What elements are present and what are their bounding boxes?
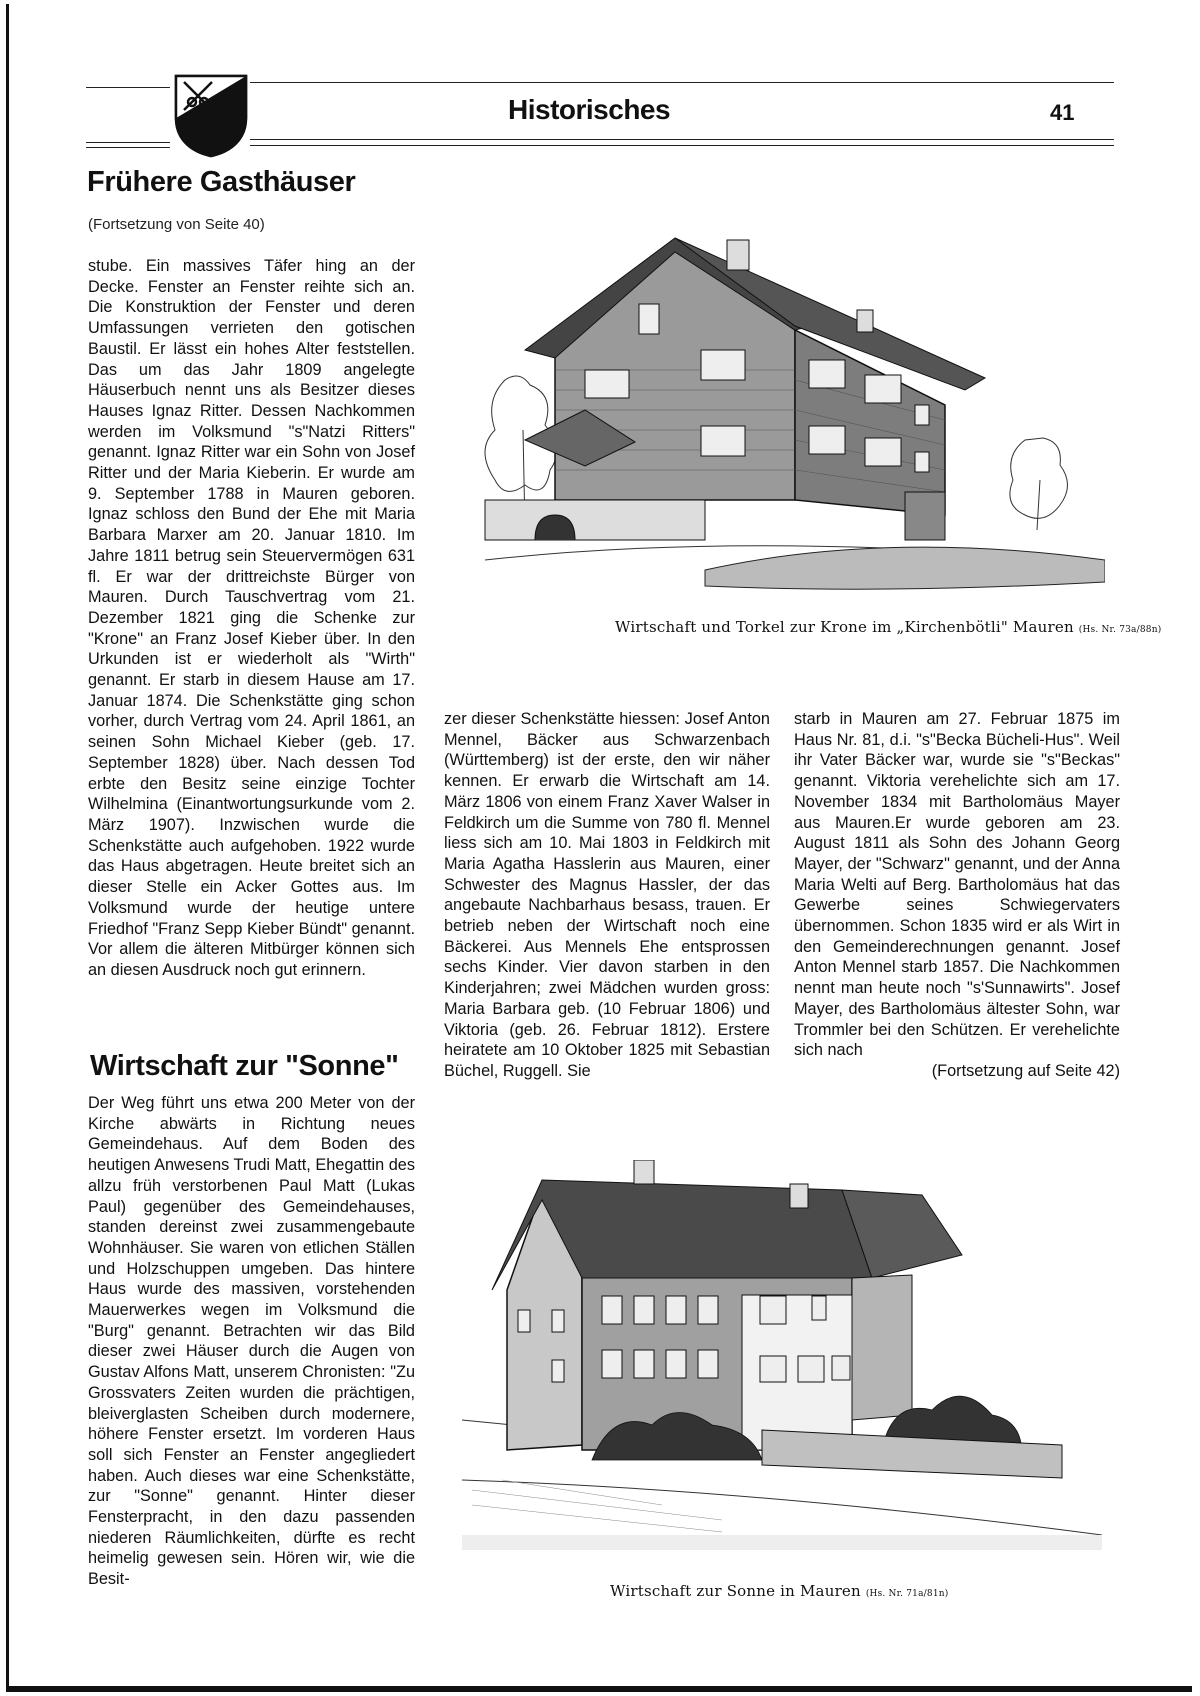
continued-from-note: (Fortsetzung von Seite 40) [88,216,265,233]
article-title-sonne: Wirtschaft zur "Sonne" [90,1050,399,1082]
article2-column-2 [444,709,770,1082]
illustration-sonne-house [462,1160,1102,1560]
continued-on-note: (Fortsetzung auf Seite 42) [931,1061,1120,1080]
header-rule-right-bottom-1 [250,139,1114,140]
caption-reference: (Hs. Nr. 73a/88n) [1078,625,1162,635]
header-rule-right-top [250,82,1114,83]
caption-reference: (Hs. Nr. 71a/81n) [865,1589,949,1599]
figure-caption-krone [615,618,1161,636]
article1-body [88,256,415,981]
section-title: Historisches [508,94,671,125]
header-rule-left-top [86,87,170,88]
caption-text: Wirtschaft und Torkel zur Krone im „Kirchenbötli" Mauren [615,618,1074,636]
header-rule-left-bottom-2 [86,147,170,148]
article2-column-3 [794,709,1120,1082]
article2-col2-text: zer dieser Schenkstätte hiessen: Josef Anton Mennel, Bäcker aus Schwarzenbach (Württemberg) ist der erste, den wir näher kennen. Er erwarb die Wirtschaft am 14. März 1806 von einem Franz Xaver Walser in Feldkirch um die Summe von 780 fl. Mennel liess sich am 10. Mai 1803 in Feldkirch mit Maria Agatha Hasslerin aus Mauren, einer Schwester des Magnus Hassler, der das angebaute Nachbarhaus besass, trauen. Er betrieb neben der Wirtschaft noch eine Bäckerei. Aus Mennels Ehe entsprossen sechs Kinder. Vier davon starben in den Kinderjahren; zwei Mädchen wurden gross: Maria Barbara geb. (10 Februar 1806) und Viktoria (geb. 26. Februar 1812). Erstere heiratete am 10 Oktober 1825 mit Sebastian Büchel, Ruggell. Sie [444,710,770,1080]
page-number: 41 [1050,100,1075,125]
header-rule-right-bottom-2 [250,145,1114,146]
article2-col1-text: Der Weg führt uns etwa 200 Meter von der Kirche abwärts in Richtung neues Gemeindehaus. Auf dem Boden des heutigen Anwesens Trudi Matt, Ehegattin des allzu früh verstorbenen Paul Matt (Lukas Paul) gegenüber des Gemeindehauses, standen dereinst zwei zusammengebaute Wohnhäuser. Sie waren von etlichen Ställen und Holzschuppen umgeben. Das hintere Haus wurde des massiven, vorstehenden Mauerwerkes wegen im Volksmund die "Burg" genannt. Betrachten wir das Bild dieser zwei Häuser durch die Augen von Gustav Alfons Matt, unserem Chronisten: "Zu Grossvaters Zeiten wurden die prächtigen, bleiverglasten Scheiben durch modernere, höhere Fenster ersetzt. Im vorderen Haus soll sich Fenster an Fenster angegliedert haben. Auch dieses war eine Schenkstätte, zur "Sonne" genannt. Hinter dieser Fensterpracht, in den dazu passenden niederen Räumlichkeiten, dürfte es recht heimelig gewesen sein. Hören wir, wie die Besit- [88,1094,415,1589]
article-title-gasthaeuser: Frühere Gasthäuser [87,166,356,198]
illustration-krone-house [465,230,1105,602]
article2-column-1 [88,1093,415,1590]
header-rule-left-bottom-1 [86,142,170,143]
figure-caption-sonne [610,1582,948,1600]
article1-paragraph: stube. Ein massives Täfer hing an der Decke. Fenster an Fenster reihte sich an. Die Konstruktion der Fenster und deren Umfassungen verrieten den gotischen Baustil. Er lässt ein hohes Alter feststellen. Das um das Jahr 1809 angelegte Häuserbuch nennt uns als Besitzer dieses Hauses Ignaz Ritter. Dessen Nachkommen werden im Volksmund "s"Natzi Ritters" genannt. Ignaz Ritter war ein Sohn von Josef Ritter und der Maria Kieberin. Er wurde am 9. September 1788 in Mauren geboren. Ignaz schloss den Bund der Ehe mit Maria Barbara Marxer am 20. Januar 1810. Im Jahre 1811 betrug sein Steuervermögen 631 fl. Er war der drittreichste Bürger von Mauren. Durch Tauschvertrag vom 21. Dezember 1821 ging die Schenke zur "Krone" an Franz Josef Kieber über. In den Urkunden ist er wiederholt als "Wirth" genannt. Er starb in diesem Hause am 17. Januar 1874. Die Schenkstätte ging schon vorher, durch Vertrag vom 24. April 1861, an seinen Sohn Michael Kieber (geb. 17. September 1828) über. Nach dessen Tod erbte den Besitz seine einzige Tochter Wilhelmina (Einantwortungsurkunde vom 2. März 1907). Inzwischen wurde die Schenkstätte auch aufgehoben. 1922 wurde das Haus abgetragen. Heute breitet sich an dieser Stelle ein Acker Gottes aus. Im Volksmund wurde der heutige untere Friedhof "Franz Sepp Kieber Bündt" genannt. Vor allem die älteren Mitbürger können sich an diesen Ausdruck noch gut erinnern. [88,257,415,979]
coat-of-arms-icon [174,74,248,158]
article2-col3-text: starb in Mauren am 27. Februar 1875 im Haus Nr. 81, d.i. "s"Becka Bücheli-Hus". Weil ihr Vater Bäcker war, wurde sie "s"Beckas" genannt. Viktoria verehelichte sich am 17. November 1834 mit Bartholomäus Mayer aus Mauren.Er wurde geboren am 23. August 1811 als Sohn des Johann Georg Mayer, der "Schwarz" genannt, und der Anna Maria Welti auf Berg. Bartholomäus hat das Gewerbe seines Schwiegervaters übernommen. Schon 1835 wird er als Wirt in den Gemeinderechnungen genannt. Josef Anton Mennel starb 1857. Die Nachkommen nennt man heute noch "s'Sunnawirts". Josef Mayer, des Bartholomäus ältester Sohn, war Trommler bei den Schützen. Er verehelichte sich nach [794,710,1120,1060]
caption-text: Wirtschaft zur Sonne in Mauren [610,1582,861,1600]
